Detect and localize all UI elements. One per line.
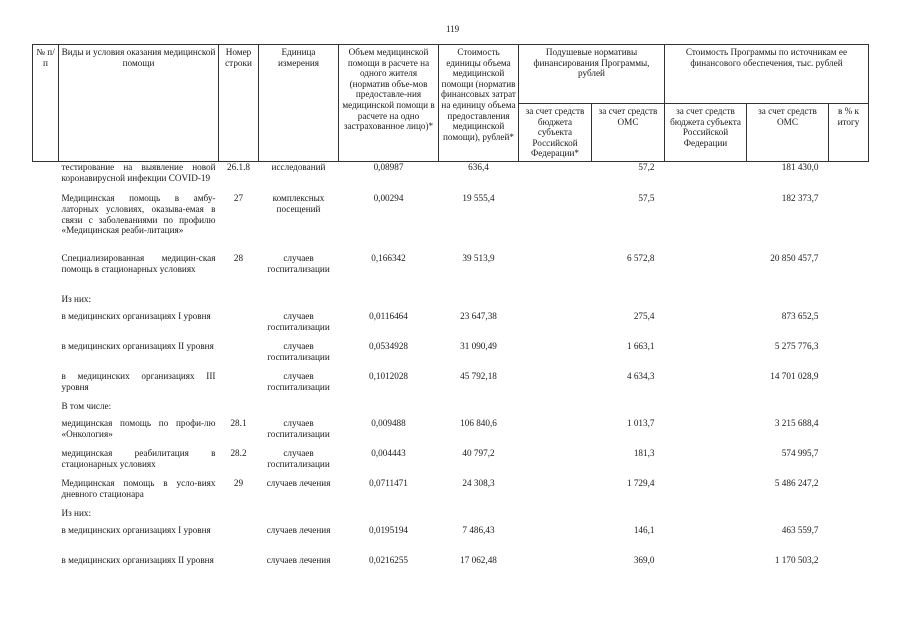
row-unit: случаев госпитализации [267, 448, 330, 470]
page-number: 119 [446, 24, 460, 34]
row-unit-cost: 636,4 [468, 161, 489, 172]
row-program-oms: 182 373,7 [781, 193, 819, 204]
row-number [33, 161, 59, 193]
row-care-type: медицинская реабилитация в стационарных условиях [61, 448, 216, 470]
row-volume: 0,0711471 [369, 478, 408, 489]
row-volume: 0,0195194 [368, 525, 409, 536]
row-program-budget [665, 294, 747, 311]
row-care-type: в медицинских организациях II уровня [61, 555, 214, 566]
row-number [33, 401, 59, 418]
row-percapita-budget [519, 401, 592, 418]
row-number [33, 193, 59, 253]
row-line-number [219, 401, 259, 418]
row-program-budget [665, 525, 747, 555]
row-care-type: в медицинских организациях I уровня [61, 311, 211, 322]
row-percapita-oms [592, 401, 665, 418]
row-percapita-budget [519, 418, 592, 448]
row-unit-cost: 106 840,6 [460, 418, 497, 429]
program-cost-table [32, 44, 869, 585]
row-percapita-budget [519, 478, 592, 508]
row-program-oms: 5 486 247,2 [774, 478, 819, 489]
header-number: № п/п [33, 45, 59, 162]
row-program-budget [665, 448, 747, 478]
row-line-number [219, 555, 259, 585]
header-care-type: Виды и условия оказания медицинской помощи [59, 45, 219, 162]
row-unit: случаев лечения [266, 525, 331, 536]
row-percapita-oms: 1 013,7 [626, 418, 655, 429]
table-row [33, 448, 869, 478]
row-percapita-budget [519, 448, 592, 478]
row-percent [829, 478, 869, 508]
row-percapita-oms: 57,2 [638, 161, 655, 172]
row-percapita-oms [592, 508, 665, 525]
row-unit-cost: 39 513,9 [462, 253, 495, 264]
row-care-type: в медицинских организациях I уровня [61, 525, 211, 536]
row-percent [829, 448, 869, 478]
row-volume: 0,1012028 [368, 371, 409, 382]
table-row [33, 525, 869, 555]
row-program-budget [665, 418, 747, 448]
row-unit: случаев госпитализации [267, 418, 330, 440]
header-program-cost-group: Стоимость Программы по источникам ее финансового обеспечения, тыс. рублей [665, 45, 869, 104]
table-row [33, 418, 869, 448]
row-line-number: 27 [233, 193, 244, 204]
row-line-number [219, 341, 259, 371]
row-care-type: Медицинская помощь в амбу-латорных условиях, оказыва-емая в связи с заболеваниями по профилю «Медицинская реаби-литация» [61, 193, 216, 236]
row-program-budget [665, 311, 747, 341]
row-volume: 0,166342 [371, 253, 406, 264]
row-percent [829, 371, 869, 401]
row-care-type: Из них: [61, 294, 92, 305]
row-care-type: в медицинских организациях II уровня [61, 341, 214, 352]
row-program-oms: 5 275 776,3 [774, 341, 819, 352]
row-percent [829, 294, 869, 311]
row-program-budget [665, 371, 747, 401]
row-program-oms [747, 508, 829, 525]
row-program-budget [665, 161, 747, 193]
row-volume: 0,0534928 [368, 341, 409, 352]
row-program-oms: 873 652,5 [781, 311, 819, 322]
table-row [33, 193, 869, 253]
row-unit-cost: 45 792,18 [460, 371, 497, 382]
row-unit: случаев лечения [266, 478, 331, 489]
row-program-budget [665, 401, 747, 418]
header-percapita-oms: за счет средств ОМС [592, 104, 665, 162]
table-body [33, 161, 869, 585]
row-unit: случаев лечения [266, 555, 331, 566]
row-program-oms: 574 995,7 [781, 448, 819, 459]
table-row [33, 401, 869, 418]
row-number [33, 418, 59, 448]
row-unit-cost: 19 555,4 [462, 193, 495, 204]
row-unit-cost [439, 508, 519, 525]
row-unit-cost: 17 062,48 [460, 555, 497, 566]
row-percapita-oms: 1 663,1 [626, 341, 655, 352]
table-row [33, 161, 869, 193]
row-percapita-oms: 4 634,3 [626, 371, 655, 382]
table-row [33, 294, 869, 311]
row-percent [829, 401, 869, 418]
row-volume: 0,00294 [373, 193, 404, 204]
row-percent [829, 253, 869, 294]
row-unit-cost: 31 090,49 [460, 341, 497, 352]
row-percapita-oms: 369,0 [633, 555, 655, 566]
row-line-number [219, 371, 259, 401]
row-number [33, 341, 59, 371]
row-volume [339, 294, 439, 311]
row-program-budget [665, 193, 747, 253]
row-program-budget [665, 508, 747, 525]
row-unit [259, 294, 339, 311]
row-line-number: 28.1 [230, 418, 247, 429]
row-unit [259, 401, 339, 418]
row-line-number [219, 294, 259, 311]
row-percapita-budget [519, 161, 592, 193]
row-percent [829, 418, 869, 448]
row-volume: 0,08987 [373, 161, 404, 172]
row-percapita-oms: 1 729,4 [626, 478, 655, 489]
row-percent [829, 525, 869, 555]
row-program-budget [665, 478, 747, 508]
row-unit: случаев госпитализации [267, 371, 330, 393]
row-program-budget [665, 555, 747, 585]
header-unit-cost: Стоимость единицы объема медицинской помощи (норматив финансовых затрат на единицу объема предоставления медицинской помощи), рублей* [439, 45, 519, 162]
row-number [33, 478, 59, 508]
row-percapita-budget [519, 371, 592, 401]
row-percapita-oms [592, 294, 665, 311]
row-care-type: в медицинских организациях III уровня [61, 371, 216, 393]
row-percapita-oms: 57,5 [638, 193, 655, 204]
row-program-oms [747, 294, 829, 311]
row-line-number: 28.2 [230, 448, 247, 459]
table-row [33, 253, 869, 294]
row-unit-cost: 24 308,3 [462, 478, 495, 489]
table-row [33, 341, 869, 371]
row-percent [829, 311, 869, 341]
row-line-number [219, 508, 259, 525]
row-percapita-budget [519, 525, 592, 555]
table-row [33, 371, 869, 401]
row-unit-cost [439, 401, 519, 418]
row-number [33, 253, 59, 294]
row-unit [259, 508, 339, 525]
table-row [33, 311, 869, 341]
row-percapita-oms: 146,1 [633, 525, 655, 536]
row-percapita-budget [519, 508, 592, 525]
row-volume: 0,0216255 [368, 555, 409, 566]
row-unit: случаев госпитализации [267, 253, 330, 275]
row-unit: случаев госпитализации [267, 311, 330, 333]
row-care-type: Специализированная медицин-ская помощь в стационарных условиях [61, 253, 216, 275]
row-care-type: тестирование на выявление новой коронавирусной инфекции COVID-19 [61, 161, 216, 183]
row-line-number [219, 311, 259, 341]
header-program-budget: за счет средств бюджета субъекта Российской Федерации [665, 104, 747, 162]
row-program-oms: 3 215 688,4 [774, 418, 819, 429]
table-row [33, 478, 869, 508]
row-unit: исследований [271, 161, 326, 172]
header-per-capita-group: Подушевые нормативы финансирования Программы, рублей [519, 45, 665, 104]
row-program-oms: 1 170 503,2 [774, 555, 819, 566]
row-volume [339, 508, 439, 525]
row-unit-cost [439, 294, 519, 311]
row-percapita-oms: 275,4 [633, 311, 655, 322]
row-program-oms: 20 850 457,7 [770, 253, 819, 264]
row-percent [829, 341, 869, 371]
header-percapita-budget: за счет средств бюджета субъекта Российской Федерации* [519, 104, 592, 162]
row-unit-cost: 40 797,2 [462, 448, 495, 459]
header-percent: в % к итогу [829, 104, 869, 162]
row-program-budget [665, 253, 747, 294]
header-program-oms: за счет средств ОМС [747, 104, 829, 162]
row-line-number: 26.1.8 [227, 161, 250, 172]
row-percapita-budget [519, 311, 592, 341]
row-number [33, 525, 59, 555]
table-row [33, 508, 869, 525]
row-number [33, 555, 59, 585]
row-program-oms [747, 401, 829, 418]
row-percapita-budget [519, 341, 592, 371]
header-line-number: Номер строки [219, 45, 259, 162]
row-percapita-budget [519, 193, 592, 253]
row-line-number: 28 [233, 253, 244, 264]
header-unit: Единица измерения [259, 45, 339, 162]
row-percapita-oms: 181,3 [633, 448, 655, 459]
row-program-oms: 181 430,0 [781, 161, 819, 172]
row-percapita-budget [519, 253, 592, 294]
row-unit-cost: 23 647,38 [460, 311, 497, 322]
row-percapita-budget [519, 294, 592, 311]
row-care-type: Из них: [61, 508, 92, 519]
row-percapita-oms: 6 572,8 [626, 253, 655, 264]
row-program-budget [665, 341, 747, 371]
row-percent [829, 161, 869, 193]
row-percent [829, 555, 869, 585]
header-volume: Объем медицинской помощи в расчете на одного жителя (норматив объе-мов предоставле-ния медицинской помощи в расчете на одно застрахованное лицо)* [339, 45, 439, 162]
row-unit: комплексных посещений [272, 193, 325, 215]
row-percent [829, 508, 869, 525]
table-row [33, 555, 869, 585]
row-percapita-budget [519, 555, 592, 585]
row-volume: 0,004443 [371, 448, 406, 459]
row-volume [339, 401, 439, 418]
row-care-type: В том числе: [61, 401, 112, 412]
row-volume: 0,009488 [371, 418, 406, 429]
row-unit-cost: 7 486,43 [462, 525, 495, 536]
table-header [33, 45, 869, 162]
row-unit: случаев госпитализации [267, 341, 330, 363]
row-line-number [219, 525, 259, 555]
row-number [33, 508, 59, 525]
row-volume: 0,0116464 [369, 311, 408, 322]
row-care-type: медицинская помощь по профи-лю «Онкология» [61, 418, 216, 440]
row-number [33, 371, 59, 401]
row-number [33, 448, 59, 478]
row-care-type: Медицинская помощь в усло-виях дневного стационара [61, 478, 216, 500]
row-number [33, 294, 59, 311]
row-program-oms: 463 559,7 [781, 525, 819, 536]
row-line-number: 29 [233, 478, 244, 489]
row-number [33, 311, 59, 341]
row-program-oms: 14 701 028,9 [770, 371, 819, 382]
row-percent [829, 193, 869, 253]
